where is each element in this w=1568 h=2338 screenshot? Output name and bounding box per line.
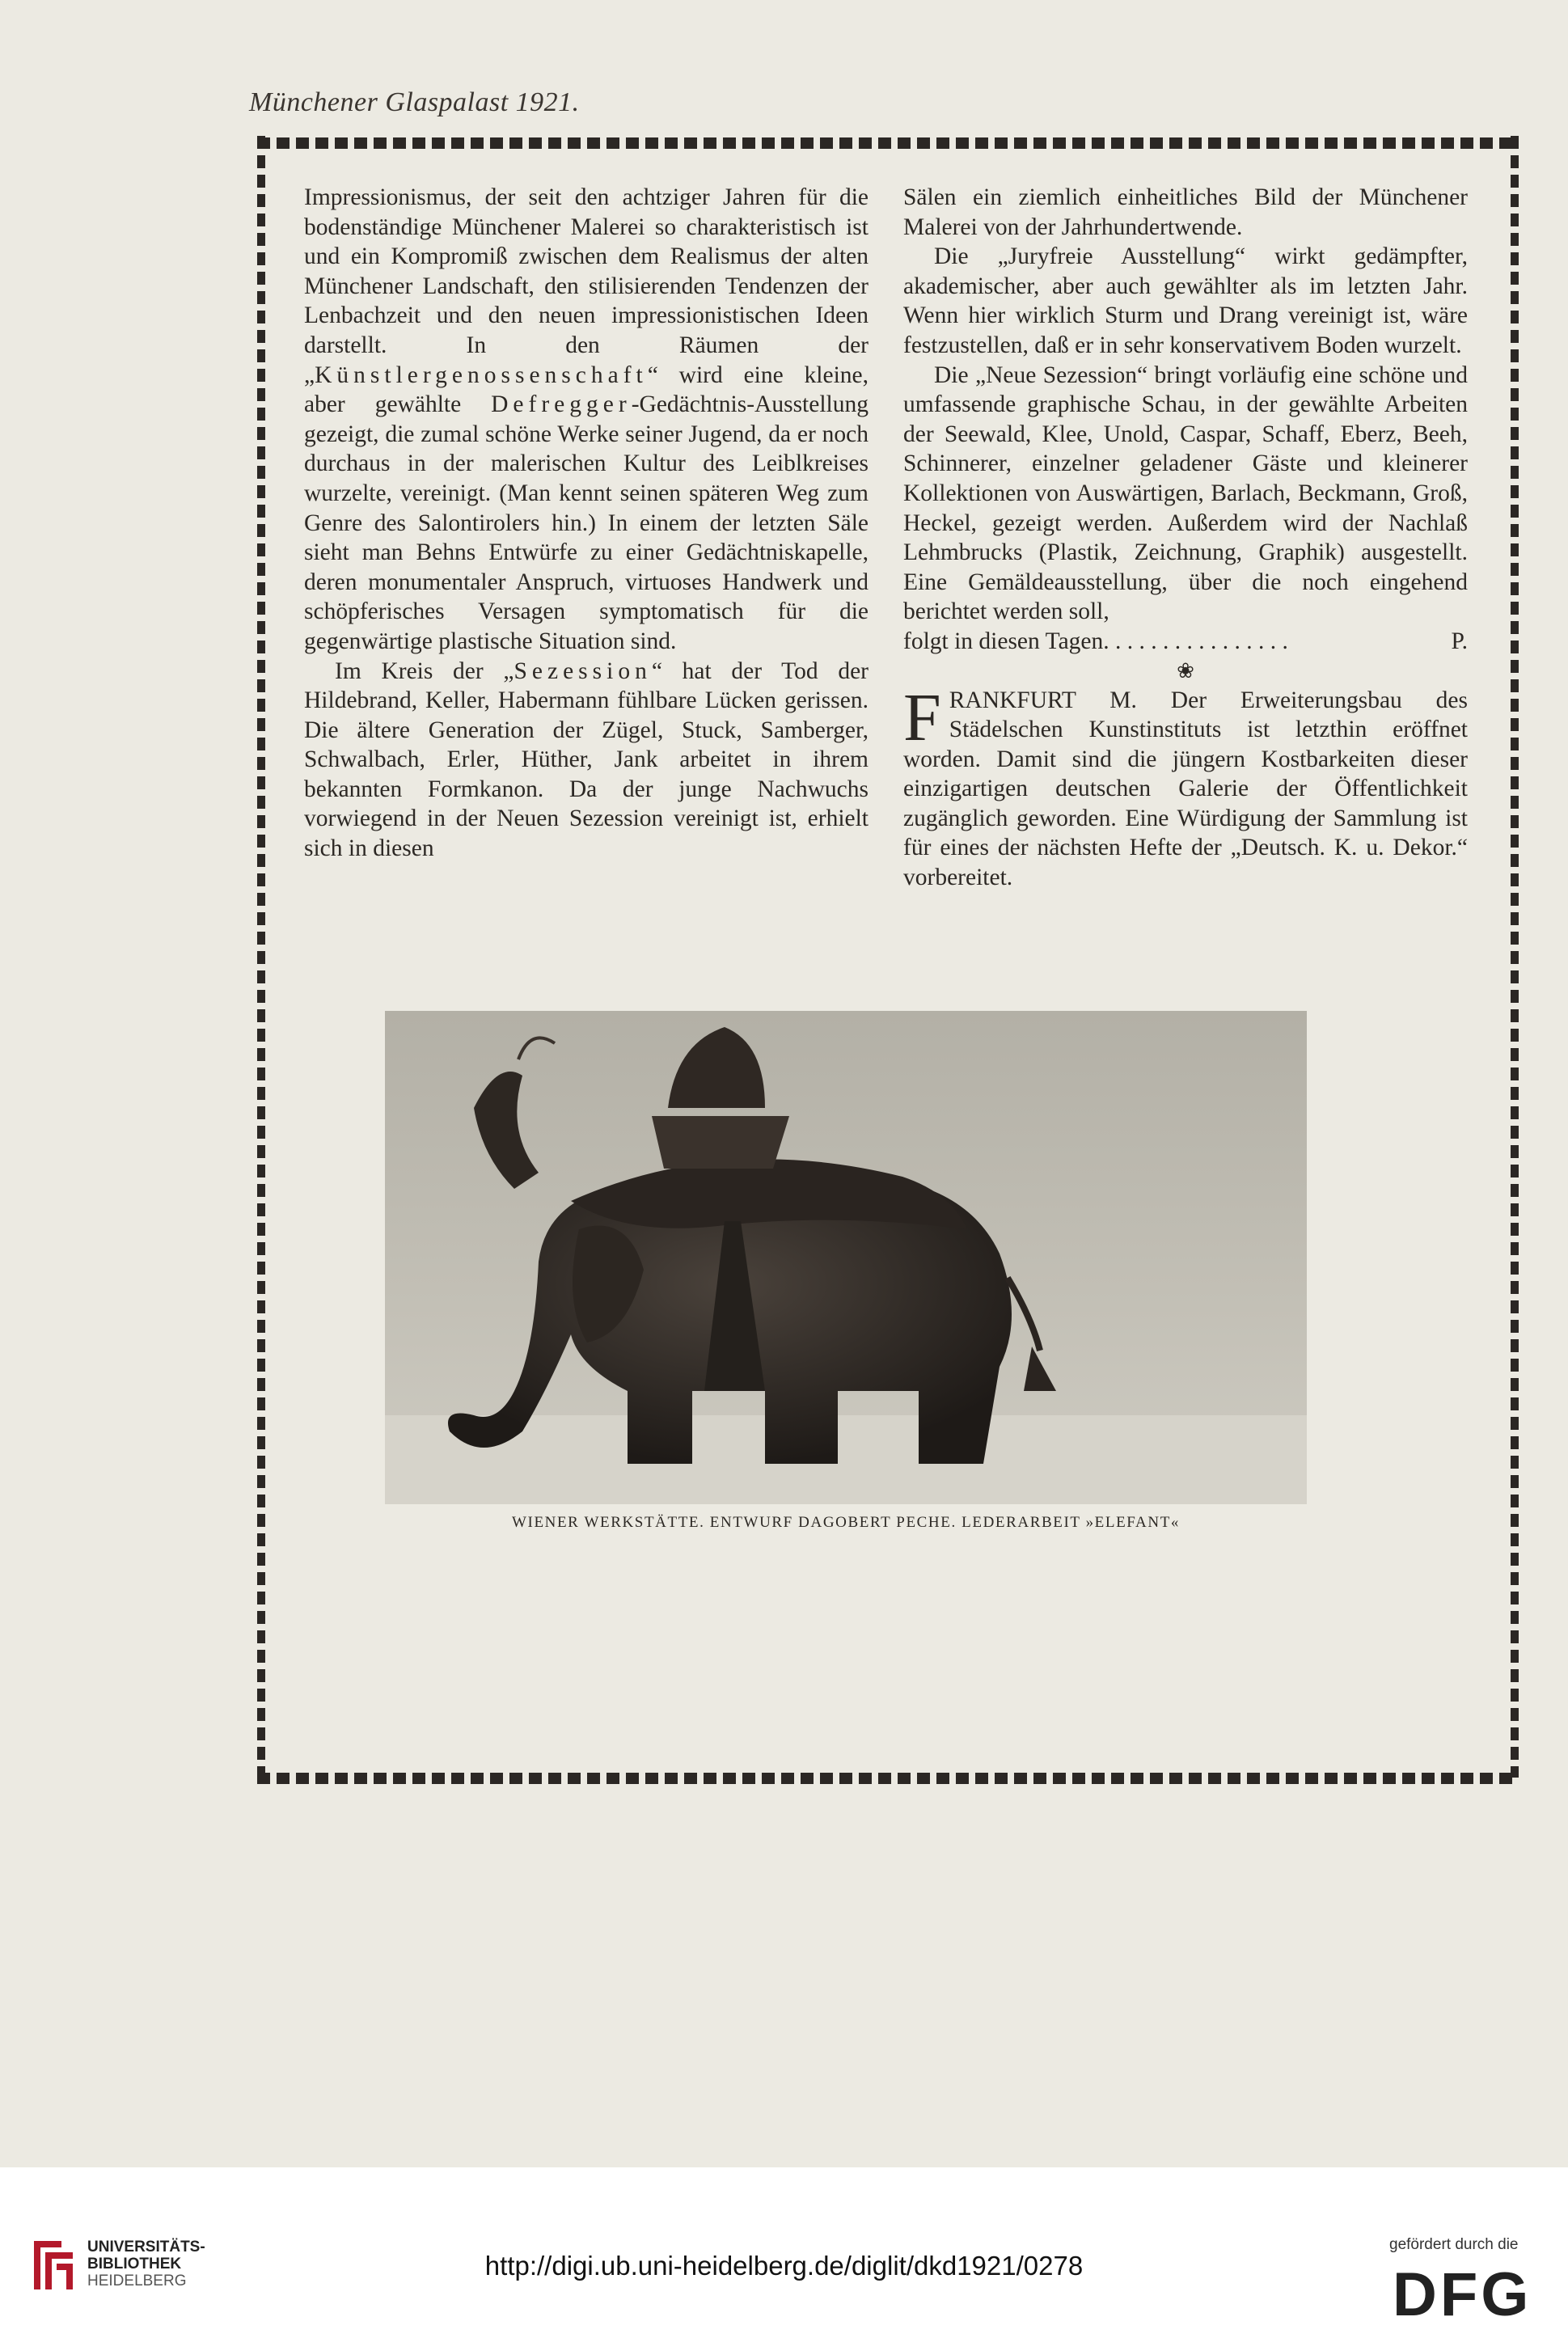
frankfurt-paragraph: FRANKFURT M. Der Erweiterungsbau des Städelschen Kunstinstituts ist letzthin eröffnet worden. Damit sind die jüngern Kostbarkeiten dieser einzigartigen deutschen Galerie der Öffentlichkeit zugänglich geworden. Eine Würdigung der Sammlung ist für eines der nächsten Hefte der „Deutsch. K. u. Dekor.“ vorbereitet. <box>903 679 1468 891</box>
elephant-photograph <box>385 1011 1307 1504</box>
frame-left-border <box>257 136 265 1778</box>
author-signature: P. <box>1451 628 1468 654</box>
spaced-name-kuenstlergenossenschaft: Künstlergenossenschaft <box>315 361 648 388</box>
right-paragraph-3-end: folgt in diesen Tagen. . . . . . . . . . . . . . . . P. <box>903 627 1468 657</box>
running-title: Münchener Glaspalast 1921. <box>249 87 580 117</box>
right-text-column <box>903 183 1468 893</box>
spaced-name-defregger: Defregger <box>491 391 632 418</box>
right-paragraph-1: Sälen ein ziemlich einheitliches Bild der Münchener Malerei von der Jahrhundertwende. <box>903 184 1468 240</box>
university-library-name: UNIVERSITÄTS- BIBLIOTHEK HEIDELBERG <box>87 2239 205 2289</box>
left-paragraph-2: Im Kreis der „Sezession“ hat der Tod der Hildebrand, Keller, Habermann fühlbare Lücken gerissen. Die ältere Generation der Zügel, Stuck, Samberger, Schwalbach, Erler, Hüther, Jank arbeitet in ihrem bekannten Formkanon. Da der junge Nachwuchs vorwiegend in der Neuen Sezession vereinigt ist, erhielt sich in diesen <box>304 657 869 862</box>
flower-ornament-icon: ❀ <box>1177 658 1194 683</box>
left-paragraph-1: Impressionismus, der seit den achtziger Jahren für die bodenständige Münchener Malerei so charakteristisch ist und ein Kompromiß zwischen dem Realismus der alten Münchener Landschaft, den stilisierenden Tendenzen der Lenbachzeit und den neuen impressionistischen Ideen darstellt. In den Räumen der „Künstlergenossenschaft“ wird eine kleine, aber gewählte Defregger-Gedächtnis-Ausstellung gezeigt, die zumal schöne Werke seiner Jugend, da er noch durchaus in der malerischen Kultur des Leiblkreises wurzelte, vereinigt. (Man kennt seinen späteren Weg zum Genre des Salontirolers hin.) In einem der letzten Säle sieht man Behns Entwürfe zu einer Gedächtniskapelle, deren monumentaler Anspruch, virtuoses Handwerk und schöpferisches Versagen symptomatisch für die gegenwärtige plastische Situation sind. <box>304 184 869 654</box>
frame-right-border <box>1511 136 1519 1778</box>
right-paragraph-2: Die „Juryfreie Ausstellung“ wirkt gedämpfter, akademischer, aber auch gewählter als im letzten Jahr. Wenn hier wirklich Sturm und Drang vereinigt ist, wäre festzustellen, daß er in sehr konservativem Boden wurzelt. <box>903 243 1468 358</box>
frame-top-border <box>257 137 1519 149</box>
dfg-logo: DFG <box>1393 2260 1532 2329</box>
drop-capital: F <box>903 679 941 755</box>
funded-by-label: gefördert durch die <box>1389 2236 1519 2253</box>
figure-caption: WIENER WERKSTÄTTE. ENTWURF DAGOBERT PECHE. LEDERARBEIT »ELEFANT« <box>511 1514 1181 1531</box>
spaced-name-sezession: Sezession <box>514 657 652 684</box>
elephant-image <box>385 1011 1307 1504</box>
right-paragraph-3: Die „Neue Sezession“ bringt vorläufig eine schöne und umfassende graphische Schau, in der gewählte Arbeiten der Seewald, Klee, Unold, Caspar, Schaff, Eberz, Beeh, Schinnerer, einzelner geladener Gäste und kleinerer Kollektionen von Auswärtigen, Barlach, Beckmann, Groß, Heckel, gezeigt werden. Außerdem wird der Nachlaß Lehmbrucks (Plastik, Zeichnung, Graphik) ausgestellt. Eine Gemäldeausstellung, über die noch eingehend berichtet werden soll, <box>903 361 1468 625</box>
permalink-url[interactable]: http://digi.ub.uni-heidelberg.de/diglit/dkd1921/0278 <box>484 2251 1084 2281</box>
left-text-column <box>304 183 869 864</box>
frame-bottom-border <box>257 1773 1519 1784</box>
